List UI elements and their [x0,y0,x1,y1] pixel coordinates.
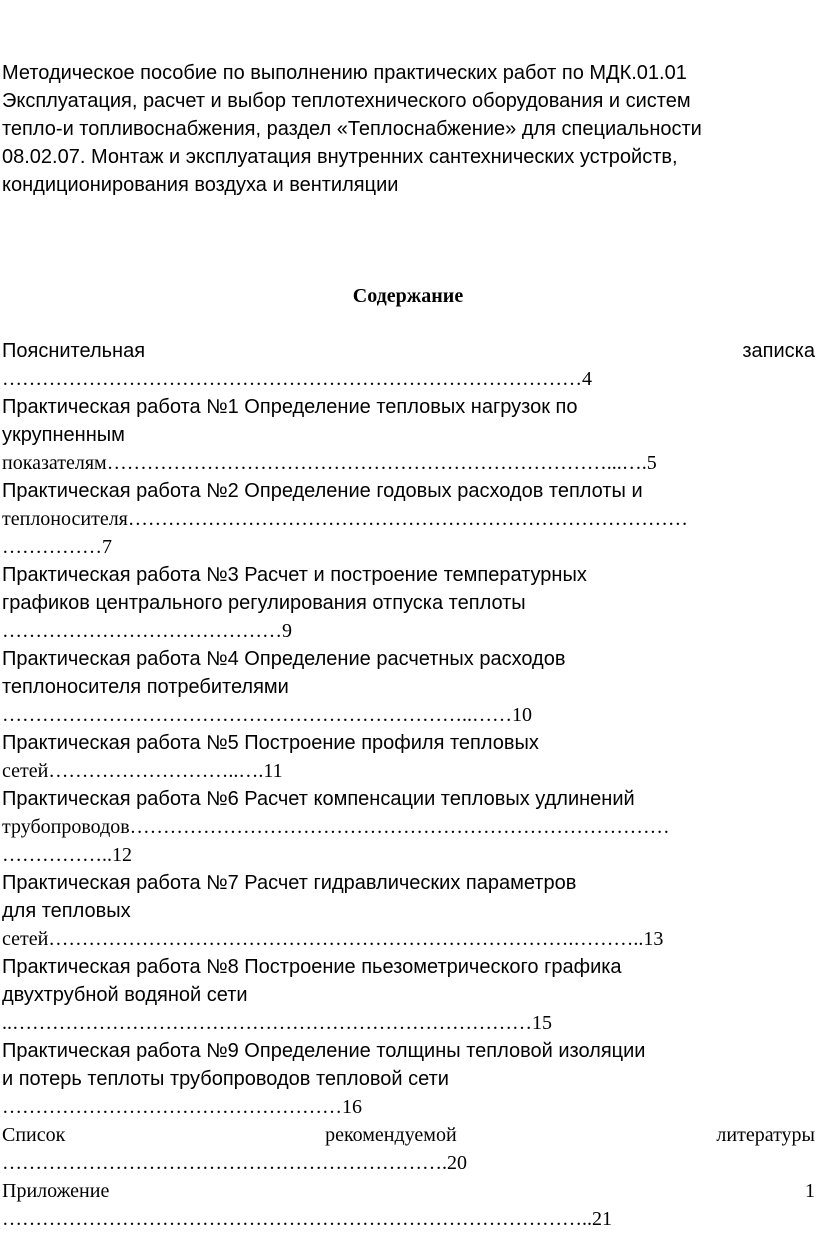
toc-entry-title-line: Практическая работа №5 Построение профиля тепловых [2,732,539,754]
toc-entry-page-line: показателям…………………………………………………………………...….5 [2,452,657,474]
table-of-contents [2,337,815,1233]
header-line: кондиционирования воздуха и вентиляции [2,174,399,196]
toc-entry-title-line [2,1121,815,1149]
toc-entry-title-line: Практическая работа №7 Расчет гидравлических параметров [2,872,577,894]
header-line: 08.02.07. Монтаж и эксплуатация внутренних сантехнических устройств, [2,146,678,168]
toc-entry[interactable] [2,1037,815,1121]
toc-entry-page-line: трубопроводов……………………………………………………………………… [2,816,670,838]
toc-entry-title-line: Практическая работа №2 Определение годовых расходов теплоты и [2,480,643,502]
header-line: тепло-и топливоснабжения, раздел «Теплоснабжение» для специальности [2,118,702,140]
toc-entry[interactable] [2,1121,815,1177]
toc-entry-page-line: ……………………………………9 [2,620,292,642]
toc-entry-page-line: сетей………………………..….11 [2,760,283,782]
toc-entry-title-line [2,337,815,365]
document-header [2,60,812,200]
toc-entry[interactable] [2,645,815,729]
toc-entry-page-line: и потерь теплоты трубопроводов тепловой сети [2,1068,449,1090]
toc-entry-word: литературы [716,1124,815,1146]
toc-entry-page-line: теплоносителя………………………………………………………………………… [2,508,688,530]
toc-entry-title-line: Практическая работа №8 Построение пьезометрического графика [2,956,622,978]
toc-entry-title-line: для тепловых [2,900,131,922]
toc-entry-title-line: Практическая работа №1 Определение тепловых нагрузок по [2,396,578,418]
toc-entry-word: 1 [805,1180,815,1202]
toc-entry-page-line: ……………………………………………………………………………..21 [2,1208,612,1230]
toc-entry-page-line: ……………..12 [2,844,132,866]
toc-entry[interactable] [2,1177,815,1233]
toc-entry[interactable] [2,785,815,869]
toc-entry-title-line: Практическая работа №6 Расчет компенсации тепловых удлинений [2,788,635,810]
toc-entry-title-line: графиков центрального регулирования отпуска теплоты [2,592,526,614]
toc-entry-word: Приложение [2,1180,110,1202]
toc-entry[interactable] [2,729,815,785]
toc-entry-word: Список [2,1124,66,1146]
toc-entry[interactable] [2,393,815,477]
header-line: Эксплуатация, расчет и выбор теплотехнического оборудования и систем [2,90,691,112]
toc-entry-word: рекомендуемой [325,1124,457,1146]
toc-entry-page-line: ……………………………………………………………………………4 [2,368,592,390]
toc-entry-page-line: ………………………………………………………….20 [2,1152,467,1174]
toc-entry-page-line: ..……………………………………………………………………15 [2,1012,552,1034]
toc-entry-page-line: ……………7 [2,536,112,558]
toc-entry[interactable] [2,953,815,1037]
toc-entry[interactable] [2,561,815,645]
toc-title: Содержание [352,285,464,307]
toc-entry[interactable] [2,477,815,561]
toc-entry-word: Пояснительная [2,340,146,362]
header-line: Методическое пособие по выполнению практических работ по МДК.01.01 [2,62,687,84]
toc-entry-title-line: Практическая работа №3 Расчет и построение температурных [2,564,587,586]
toc-entry-word: записка [742,340,815,362]
toc-entry-page-line: ……………………………………………………………..……10 [2,704,532,726]
toc-entry-title-line: Практическая работа №4 Определение расчетных расходов [2,648,566,670]
toc-entry-page-line: сетей…………………………………………………………………….………..13 [2,928,664,950]
toc-entry[interactable] [2,337,815,393]
toc-entry-title-line: двухтрубной водяной сети [2,984,248,1006]
toc-entry-title-line [2,1177,815,1205]
toc-entry-page-line: ……………………………………………16 [2,1096,362,1118]
toc-entry-title-line: теплоносителя потребителями [2,676,289,698]
toc-entry[interactable] [2,869,815,953]
toc-entry-title-line: Практическая работа №9 Определение толщины тепловой изоляции [2,1040,646,1062]
toc-entry-title-line: укрупненным [2,424,125,446]
